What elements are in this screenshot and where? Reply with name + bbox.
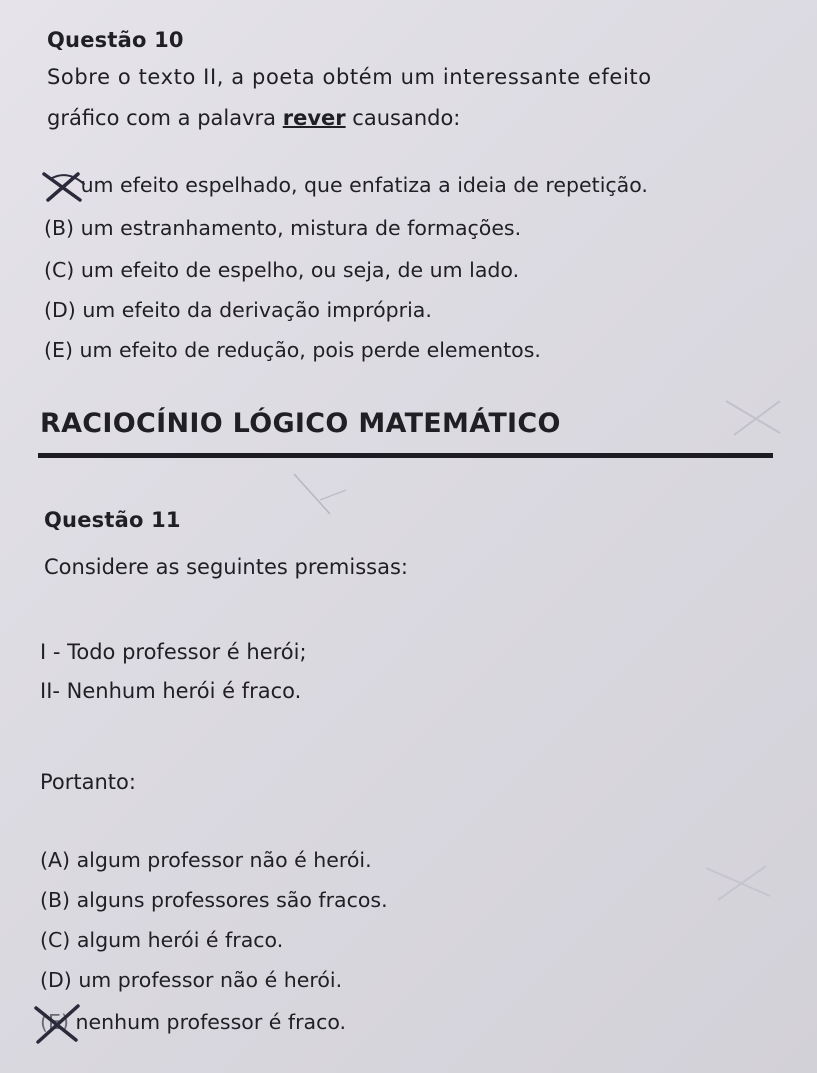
stem-keyword: rever (282, 106, 346, 130)
option-letter: (D) (40, 968, 72, 992)
conclusion-label: Portanto: (40, 770, 136, 794)
option-letter: (B) (44, 216, 75, 240)
q11-option-c (40, 928, 283, 952)
option-letter: (A) (40, 848, 71, 872)
answer-check-mark-q11 (28, 1000, 88, 1046)
option-text: um efeito de espelho, ou seja, de um lado. (80, 258, 520, 282)
option-letter: (C) (40, 928, 71, 952)
q11-option-a (40, 848, 372, 872)
option-text: um estranhamento, mistura de formações. (80, 216, 522, 240)
option-text: algum professor não é herói. (76, 848, 372, 872)
question-11-title: Questão 11 (44, 508, 181, 532)
q10-option-e (44, 338, 541, 362)
option-letter: (C) (44, 258, 75, 282)
section-heading: RACIOCÍNIO LÓGICO MATEMÁTICO (40, 408, 561, 439)
option-letter: (B) (40, 888, 71, 912)
answer-check-mark-q10 (38, 168, 92, 206)
question-10-stem-line2 (47, 106, 460, 130)
option-text: algum herói é fraco. (76, 928, 284, 952)
premise-1: I - Todo professor é herói; (40, 640, 307, 664)
q10-option-a (44, 173, 648, 197)
option-letter: (E) (40, 1010, 69, 1034)
option-letter: (D) (44, 298, 76, 322)
q11-option-d (40, 968, 342, 992)
stem-text-end: causando: (345, 106, 461, 130)
section-divider (38, 453, 773, 458)
question-11-intro: Considere as seguintes premissas: (44, 555, 408, 579)
option-text: um efeito espelhado, que enfatiza a ideia de repetição. (80, 173, 648, 197)
option-text: nenhum professor é fraco. (75, 1010, 347, 1034)
question-10-stem-line1: Sobre o texto II, a poeta obtém um interessante efeito (47, 65, 652, 89)
q10-option-b (44, 216, 521, 240)
option-text: um efeito da derivação imprópria. (82, 298, 432, 322)
option-text: um efeito de redução, pois perde elementos. (79, 338, 541, 362)
bleed-through-mark (720, 395, 790, 440)
question-10-title: Questão 10 (47, 28, 184, 52)
stem-text: gráfico com a palavra (47, 106, 283, 130)
option-letter: (E) (44, 338, 73, 362)
q10-option-c (44, 258, 519, 282)
bleed-through-mark (700, 860, 780, 905)
q10-option-d (44, 298, 432, 322)
option-text: alguns professores são fracos. (76, 888, 388, 912)
q11-option-b (40, 888, 388, 912)
option-text: um professor não é herói. (78, 968, 343, 992)
stray-pen-mark (290, 470, 350, 520)
premise-2: II- Nenhum herói é fraco. (40, 679, 302, 703)
